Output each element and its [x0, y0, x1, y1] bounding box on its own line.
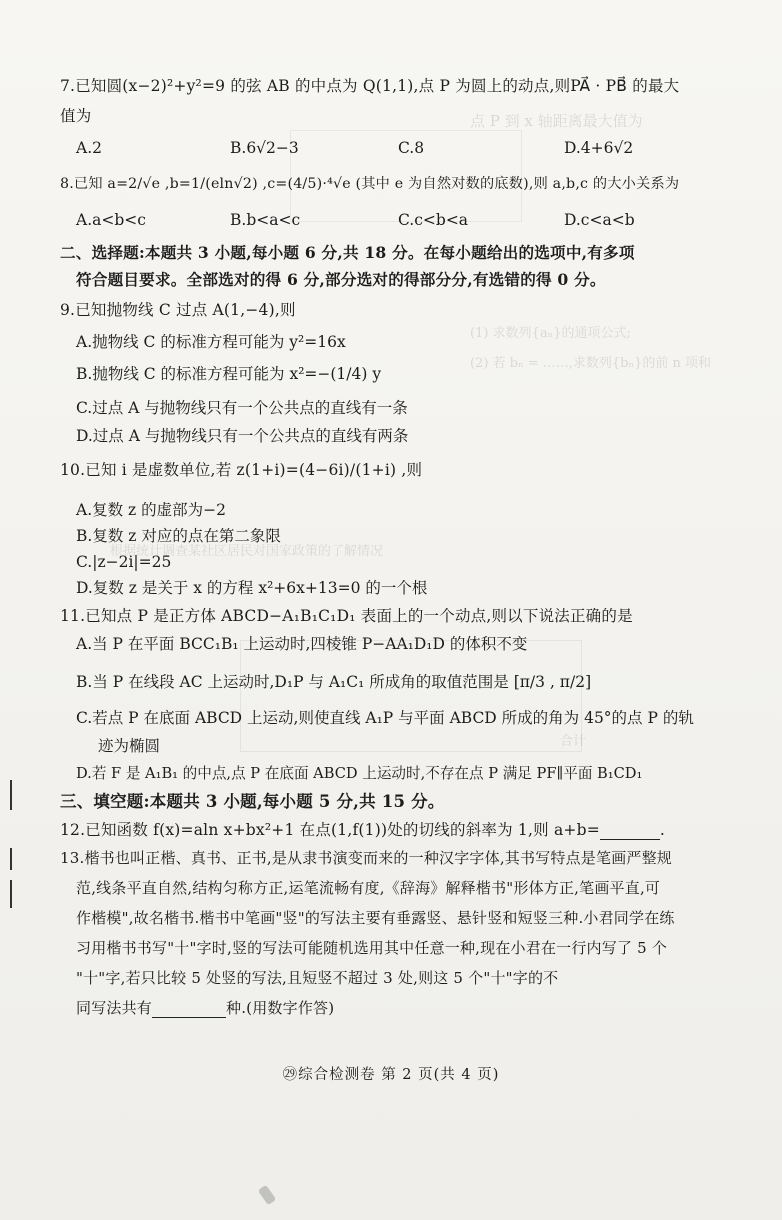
scan-smudge [258, 1185, 277, 1205]
page-footer: ㉙综合检测卷 第 2 页(共 4 页) [282, 1067, 500, 1083]
bleed-text-4: 根据统计调查某社区居民对国家政策的了解情况 [110, 544, 384, 559]
q7-stem: 7.已知圆(x−2)²+y²=9 的弦 AB 的中点为 Q(1,1),点 P 为圆上的动点,则PA⃗ · PB⃗ 的最大 [60, 77, 680, 95]
q11-option-c: C.若点 P 在底面 ABCD 上运动,则使直线 A₁P 与平面 ABCD 所成的角为 45°的点 P 的轨 [76, 709, 694, 727]
q11-option-a: A.当 P 在平面 BCC₁B₁ 上运动时,四棱锥 P−AA₁D₁D 的体积不变 [76, 635, 528, 653]
q11-stem: 11.已知点 P 是正方体 ABCD−A₁B₁C₁D₁ 表面上的一个动点,则以下说法正确的是 [60, 607, 633, 625]
binding-mark-2 [10, 848, 12, 870]
q13-line-1: 13.楷书也叫正楷、真书、正书,是从隶书演变而来的一种汉字字体,其书写特点是笔画严整规 [60, 849, 672, 867]
q9-option-a: A.抛物线 C 的标准方程可能为 y²=16x [76, 333, 346, 351]
q8-option-d: D.c<a<b [564, 211, 635, 229]
q10-stem: 10.已知 i 是虚数单位,若 z(1+i)=(4−6i)/(1+i) ,则 [60, 461, 423, 479]
q13-line-2: 范,线条平直自然,结构匀称方正,运笔流畅有度,《辞海》解释楷书"形体方正,笔画平直,可 [76, 879, 661, 897]
section-2-instructions: 符合题目要求。全部选对的得 6 分,部分选对的得部分分,有选错的得 0 分。 [76, 270, 606, 289]
q13-line-4: 习用楷书书写"十"字时,竖的写法可能随机选用其中任意一种,现在小君在一行内写了 5 个 [76, 939, 668, 957]
bleed-text-5: 合计 [560, 734, 587, 749]
section-3-heading: 三、填空题:本题共 3 小题,每小题 5 分,共 15 分。 [60, 792, 445, 811]
q13-line-5: "十"字,若只比较 5 处竖的写法,且短竖不超过 3 处,则这 5 个"十"字的不 [76, 969, 559, 987]
q13-text-a: 同写法共有 [76, 999, 153, 1017]
q11-option-c-cont: 迹为椭圆 [98, 737, 161, 755]
q13-answer-blank[interactable] [152, 1001, 226, 1018]
binding-mark-1 [10, 780, 12, 810]
bleed-text-3: (2) 若 bₙ = ……,求数列{bₙ}的前 n 项和 [470, 356, 712, 371]
q12-end: . [659, 821, 666, 839]
q7-stem-cont: 值为 [60, 107, 92, 125]
q13-text-b: 种.(用数字作答) [226, 999, 335, 1017]
q12-stem [60, 820, 665, 840]
binding-mark-3 [10, 880, 12, 908]
q10-option-b: B.复数 z 对应的点在第二象限 [76, 527, 281, 545]
q11-option-b: B.当 P 在线段 AC 上运动时,D₁P 与 A₁C₁ 所成角的取值范围是 [π/3 , π/2] [76, 673, 592, 691]
q9-option-c: C.过点 A 与抛物线只有一个公共点的直线有一条 [76, 399, 408, 417]
q7-option-b: B.6√2−3 [230, 139, 299, 157]
q7-option-d: D.4+6√2 [564, 139, 634, 157]
q8-option-b: B.b<a<c [230, 211, 301, 229]
q9-option-d: D.过点 A 与抛物线只有一个公共点的直线有两条 [76, 427, 409, 445]
q9-option-b: B.抛物线 C 的标准方程可能为 x²=−(1/4) y [76, 365, 382, 383]
q10-option-a: A.复数 z 的虚部为−2 [76, 501, 226, 519]
q10-option-c: C.|z−2i|=25 [76, 553, 172, 571]
q11-option-d: D.若 F 是 A₁B₁ 的中点,点 P 在底面 ABCD 上运动时,不存在点 P 满足 PF∥平面 B₁CD₁ [76, 765, 643, 782]
q9-stem: 9.已知抛物线 C 过点 A(1,−4),则 [60, 301, 296, 319]
q8-option-a: A.a<b<c [76, 211, 146, 229]
q13-line-6 [76, 998, 334, 1018]
q8-option-c: C.c<b<a [398, 211, 469, 229]
q7-option-c: C.8 [398, 139, 425, 157]
section-2-heading: 二、选择题:本题共 3 小题,每小题 6 分,共 18 分。在每小题给出的选项中,有多项 [60, 243, 635, 262]
bleed-text-2: (1) 求数列{aₙ}的通项公式; [470, 326, 631, 341]
bleed-text-1: 点 P 到 x 轴距离最大值为 [470, 112, 643, 130]
q12-text: 12.已知函数 f(x)=aln x+bx²+1 在点(1,f(1))处的切线的斜率为 1,则 a+b= [60, 821, 600, 839]
bleed-table-2 [240, 640, 582, 752]
q13-line-3: 作楷模",故名楷书.楷书中笔画"竖"的写法主要有垂露竖、悬针竖和短竖三种.小君同学在练 [76, 909, 675, 927]
q7-option-a: A.2 [76, 139, 102, 157]
q8-stem: 8.已知 a=2/√e ,b=1/(eln√2) ,c=(4/5)·⁴√e (其中 e 为自然对数的底数),则 a,b,c 的大小关系为 [60, 176, 680, 192]
q10-option-d: D.复数 z 是关于 x 的方程 x²+6x+13=0 的一个根 [76, 579, 428, 597]
q12-answer-blank[interactable] [600, 823, 660, 840]
